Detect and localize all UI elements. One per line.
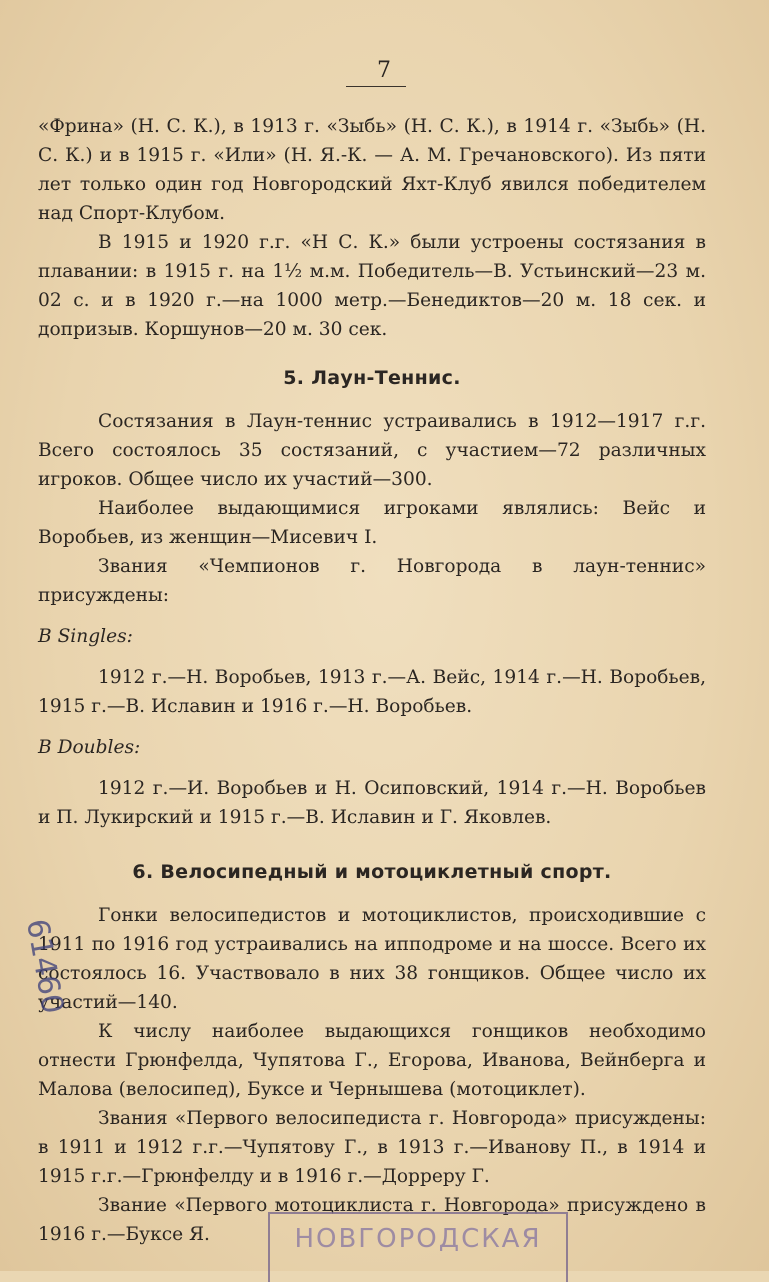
paragraph-tennis-champions: Звания «Чемпионов г. Новгорода в лаун-теннис» присуждены: (38, 556, 706, 606)
paragraph-doubles-list: 1912 г.—И. Воробьев и Н. Осиповский, 1914 г.—Н. Воробьев и П. Лукирский и 1915 г.—В. Иславин и Г. Яковлев. (38, 778, 706, 828)
page-number-rule (346, 86, 406, 87)
paragraph-tennis-competitions: Состязания в Лаун-теннис устраивались в 1912—1917 г.г. Всего состоялось 35 состязаний, с участием—72 различных игроков. Общее число их участий—300. (38, 411, 706, 490)
subheading-doubles: В Doubles: (38, 737, 141, 758)
paragraph-racers: К числу наиболее выдающихся гонщиков необходимо отнести Грюнфелда, Чупятова Г., Егорова, Иванова, Вейнберга и Малова (велосипед), Буксе и Чернышева (мотоциклет). (38, 1021, 706, 1100)
section-heading-cycling: 6. Велосипедный и мотоциклетный спорт. (132, 861, 612, 883)
paragraph-motorcyclist-title: Звание «Первого мотоциклиста г. Новгорода» присуждено в 1916 г.—Буксе Я. (38, 1195, 706, 1245)
page-number: 7 (377, 58, 392, 83)
margin-handwritten-number: 61460 (18, 916, 71, 1017)
paragraph-cyclist-titles: Звания «Первого велосипедиста г. Новгорода» присуждены: в 1911 и 1912 г.г.—Чупятову Г., в 1913 г.—Иванову П., в 1914 и 1915 г.г.—Грюнфелду и в 1916 г.—Дорреру Г. (38, 1108, 706, 1187)
subheading-singles: В Singles: (38, 626, 133, 647)
library-stamp: НОВГОРОДСКАЯ (268, 1212, 568, 1282)
paragraph-tennis-players: Наиболее выдающимися игроками являлись: Вейс и Воробьев, из женщин—Мисевич I. (38, 498, 706, 548)
paragraph-swimming: В 1915 и 1920 г.г. «Н С. К.» были устроены состязания в плавании: в 1915 г. на 1½ м.м. Победитель—В. Устьинский—23 м. 02 с. и в 1920 г.—на 1000 метр.—Бенедиктов—20 м. 18 сек. и допризыв. Коршунов—20 м. 30 сек. (38, 232, 706, 340)
section-heading-lawn-tennis: 5. Лаун-Теннис. (283, 367, 461, 389)
paragraph-races: Гонки велосипедистов и мотоциклистов, происходившие с 1911 по 1916 год устраивались на ипподроме и на шоссе. Всего их состоялось 16. Участвовало в них 38 гонщиков. Общее число их участий—140. (38, 905, 706, 1013)
body-text (38, 112, 706, 1249)
paragraph-yacht-results: «Фрина» (Н. С. К.), в 1913 г. «Зыбь» (Н. С. К.), в 1914 г. «Зыбь» (Н. С. К.) и в 1915 г. «Или» (Н. Я.-К. — А. М. Гречановского). Из пяти лет только один год Новгородский Яхт-Клуб явился победителем над Спорт-Клубом. (38, 116, 706, 224)
paragraph-singles-list: 1912 г.—Н. Воробьев, 1913 г.—А. Вейс, 1914 г.—Н. Воробьев, 1915 г.—В. Иславин и 1916 г.—Н. Воробьев. (38, 667, 706, 717)
